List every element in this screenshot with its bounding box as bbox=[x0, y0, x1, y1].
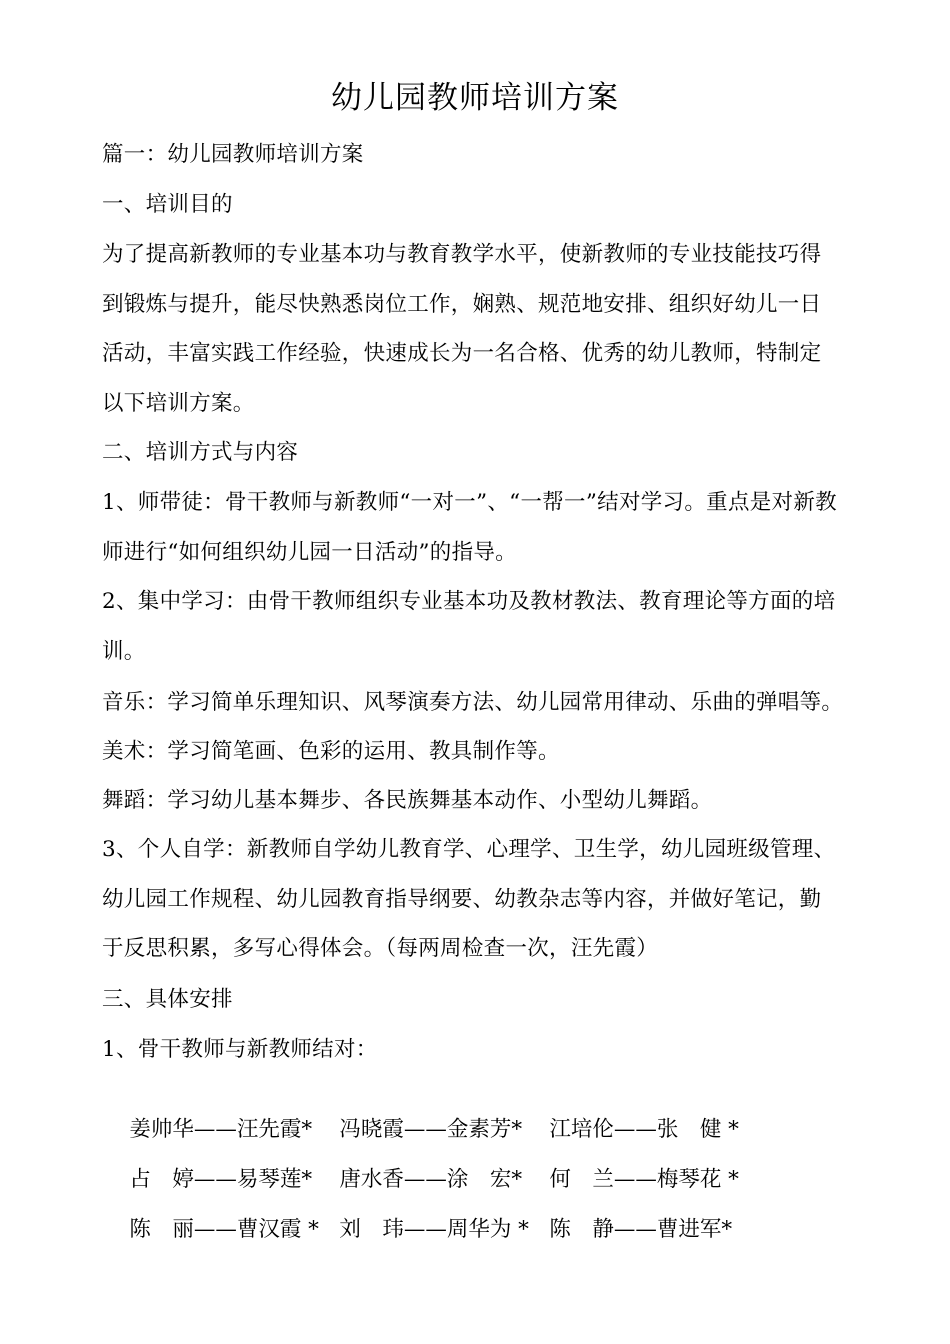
document-title: 幼儿园教师培训方案 bbox=[331, 80, 619, 116]
paragraph-self-study: 3、个人自学：新教师自学幼儿教育学、心理学、卫生学，幼儿园班级管理、幼儿园工作规程、幼儿园教育指导纲要、幼教杂志等内容，并做好笔记，勤于反思积累，多写心得体会。（每两周检查一次，汪先霞） bbox=[102, 837, 836, 961]
pair-entry: 刘 玮——周华为 * bbox=[339, 1217, 529, 1242]
pairing-heading: 1、骨干教师与新教师结对： bbox=[102, 1037, 378, 1062]
pair-entry: 冯晓霞——金素芳* bbox=[339, 1117, 523, 1142]
line-art: 美术：学习简笔画、色彩的运用、教具制作等。 bbox=[102, 739, 560, 764]
pair-entry: 何 兰——梅琴花 * bbox=[549, 1167, 739, 1192]
heading-specific-arrangement: 三、具体安排 bbox=[102, 987, 233, 1012]
heading-training-method: 二、培训方式与内容 bbox=[102, 440, 299, 465]
paragraph-mentor-apprentice: 1、师带徒：骨干教师与新教师“一对一”、“一帮一”结对学习。重点是对新教师进行“如何组织幼儿园一日活动”的指导。 bbox=[102, 490, 837, 565]
pairs-row-3 bbox=[102, 1185, 769, 1275]
section-heading: 篇一：幼儿园教师培训方案 bbox=[102, 142, 364, 167]
pair-entry: 陈 丽——曹汉霞 * bbox=[129, 1217, 319, 1242]
line-music: 音乐：学习简单乐理知识、风琴演奏方法、幼儿园常用律动、乐曲的弹唱等。 bbox=[102, 690, 844, 715]
line-dance: 舞蹈：学习幼儿基本舞步、各民族舞基本动作、小型幼儿舞蹈。 bbox=[102, 788, 713, 813]
paragraph-centralized-study: 2、集中学习：由骨干教师组织专业基本功及教材教法、教育理论等方面的培训。 bbox=[102, 589, 836, 664]
pair-entry: 姜帅华——汪先霞* bbox=[129, 1117, 313, 1142]
heading-training-purpose: 一、培训目的 bbox=[102, 192, 233, 217]
pair-entry: 占 婷——易琴莲* bbox=[129, 1167, 313, 1192]
pair-entry: 唐水香——涂 宏* bbox=[339, 1167, 523, 1192]
pair-entry: 陈 静——曹进军* bbox=[549, 1217, 733, 1242]
paragraph-training-purpose: 为了提高新教师的专业基本功与教育教学水平，使新教师的专业技能技巧得到锻炼与提升，能尽快熟悉岗位工作，娴熟、规范地安排、组织好幼儿一日活动，丰富实践工作经验，快速成长为一名合格、优秀的幼儿教师，特制定以下培训方案。 bbox=[102, 242, 822, 416]
pair-entry: 江培伦——张 健 * bbox=[549, 1117, 739, 1142]
